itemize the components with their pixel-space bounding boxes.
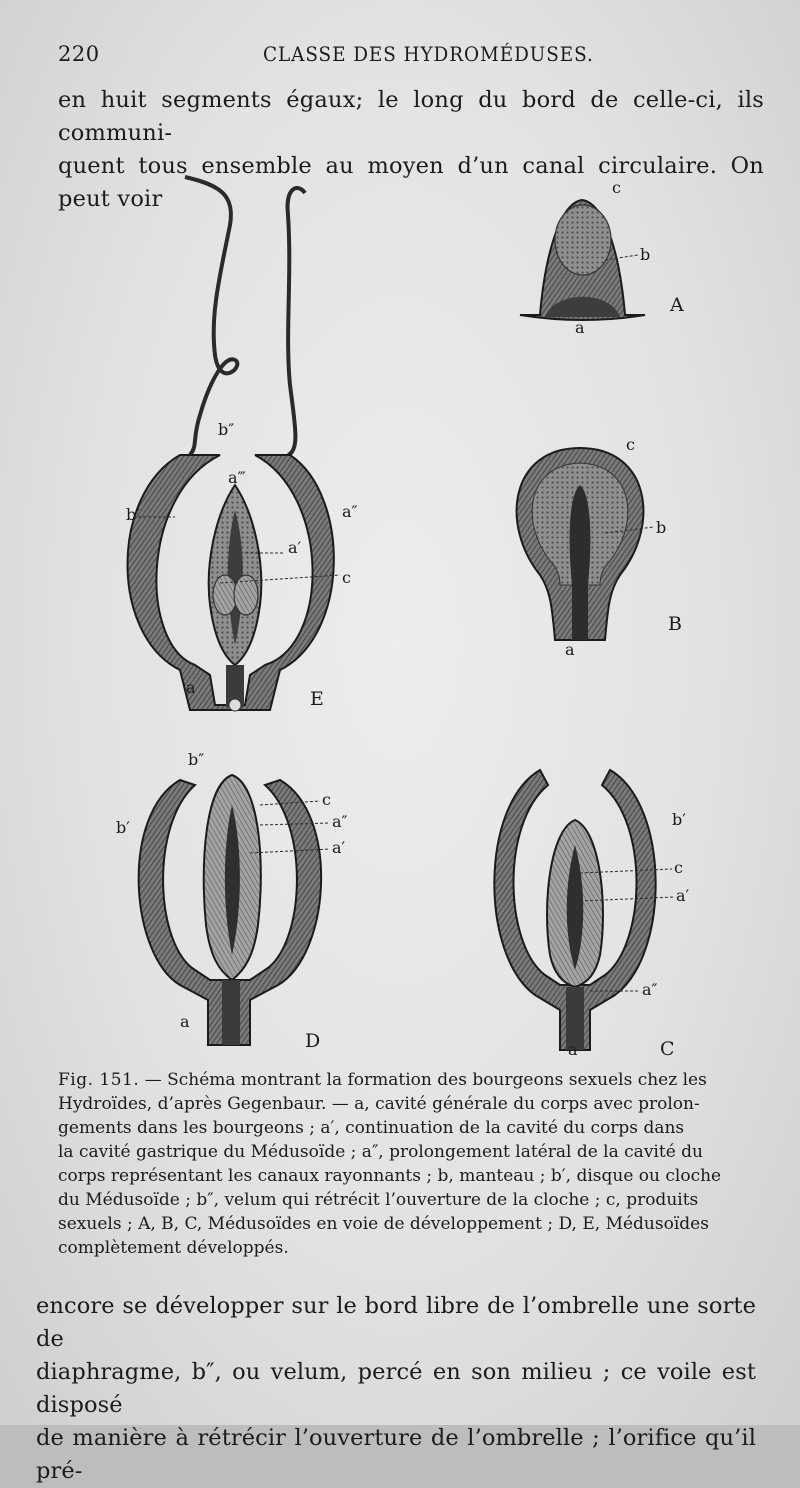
label-b-c: c xyxy=(626,435,635,454)
text-line: diaphragme, b″, ou velum, percé en son milieu ; ce voile est disposé xyxy=(36,1359,756,1418)
label-c-b1: b′ xyxy=(672,810,686,829)
figure-illustration xyxy=(60,165,780,1065)
panel-a-letter: A xyxy=(670,294,684,316)
panel-b-drawing xyxy=(517,448,644,640)
text-line: quent tous ensemble au moyen d’un canal circulaire. On peut voir xyxy=(58,153,764,212)
panel-e-drawing xyxy=(128,177,334,711)
caption-text: — Schéma montrant la formation des bourgeons sexuels chez les xyxy=(144,1070,707,1090)
page-header xyxy=(58,42,758,72)
caption-line: gements dans les bourgeons ; a′, continuation de la cavité du corps dans xyxy=(58,1118,685,1138)
label-a-c: c xyxy=(612,178,621,197)
label-d-a: a xyxy=(180,1012,190,1031)
figure-number: Fig. 151. xyxy=(58,1070,140,1090)
caption-line: complètement développés. xyxy=(58,1238,289,1258)
running-title: CLASSE DES HYDROMÉDUSES. xyxy=(263,42,594,66)
panel-e-letter: E xyxy=(310,688,324,710)
label-c-a: a xyxy=(568,1040,578,1059)
label-e-a3: a‴ xyxy=(228,468,246,487)
body-text-bottom xyxy=(36,1290,756,1488)
label-c-a1: a′ xyxy=(676,886,690,905)
caption-line: du Médusoïde ; b″, velum qui rétrécit l’ouverture de la cloche ; c, produits xyxy=(58,1190,699,1210)
label-d-b2: b″ xyxy=(188,750,205,769)
caption-line: la cavité gastrique du Médusoïde ; a″, prolongement latéral de la cavité du xyxy=(58,1142,703,1162)
label-b-b: b xyxy=(656,518,667,537)
caption-line: sexuels ; A, B, C, Médusoïdes en voie de développement ; D, E, Médusoïdes xyxy=(58,1214,709,1234)
panel-c-drawing xyxy=(494,770,655,1050)
label-e-a: a xyxy=(186,678,196,697)
figure-caption xyxy=(58,1068,758,1260)
label-d-a2: a″ xyxy=(332,812,348,831)
label-e-b1: b′ xyxy=(126,505,140,524)
figure-151 xyxy=(60,165,780,1065)
caption-line: corps représentant les canaux rayonnants ; b, manteau ; b′, disque ou cloche xyxy=(58,1166,722,1186)
tentacle-right xyxy=(288,188,305,455)
label-c-a2: a″ xyxy=(642,980,658,999)
tentacle-left xyxy=(185,177,237,455)
panel-b-letter: B xyxy=(668,613,682,635)
panel-c-letter: C xyxy=(660,1038,675,1060)
label-a-a: a xyxy=(575,318,585,337)
text-line: encore se développer sur le bord libre de l’ombrelle une sorte de xyxy=(36,1293,756,1352)
label-a-b: b xyxy=(640,245,651,264)
page-number: 220 xyxy=(58,42,100,66)
text-line: de manière à rétrécir l’ouverture de l’ombrelle ; l’orifice qu’il pré- xyxy=(36,1425,756,1484)
label-c-c: c xyxy=(674,858,683,877)
label-d-a1: a′ xyxy=(332,838,346,857)
label-b-a: a xyxy=(565,640,575,659)
panel-a-drawing xyxy=(520,200,645,320)
panel-d-drawing xyxy=(139,775,321,1045)
label-e-a1: a′ xyxy=(288,538,302,557)
caption-line xyxy=(58,1068,758,1092)
panel-d-letter: D xyxy=(305,1030,321,1052)
label-e-a2: a″ xyxy=(342,502,358,521)
label-d-c: c xyxy=(322,790,331,809)
label-d-b1: b′ xyxy=(116,818,130,837)
label-e-b2: b″ xyxy=(218,420,235,439)
text-line: en huit segments égaux; le long du bord de celle-ci, ils communi- xyxy=(58,87,764,146)
label-e-c: c xyxy=(342,568,351,587)
caption-line: Hydroïdes, d’après Gegenbaur. — a, cavité générale du corps avec prolon- xyxy=(58,1094,700,1114)
